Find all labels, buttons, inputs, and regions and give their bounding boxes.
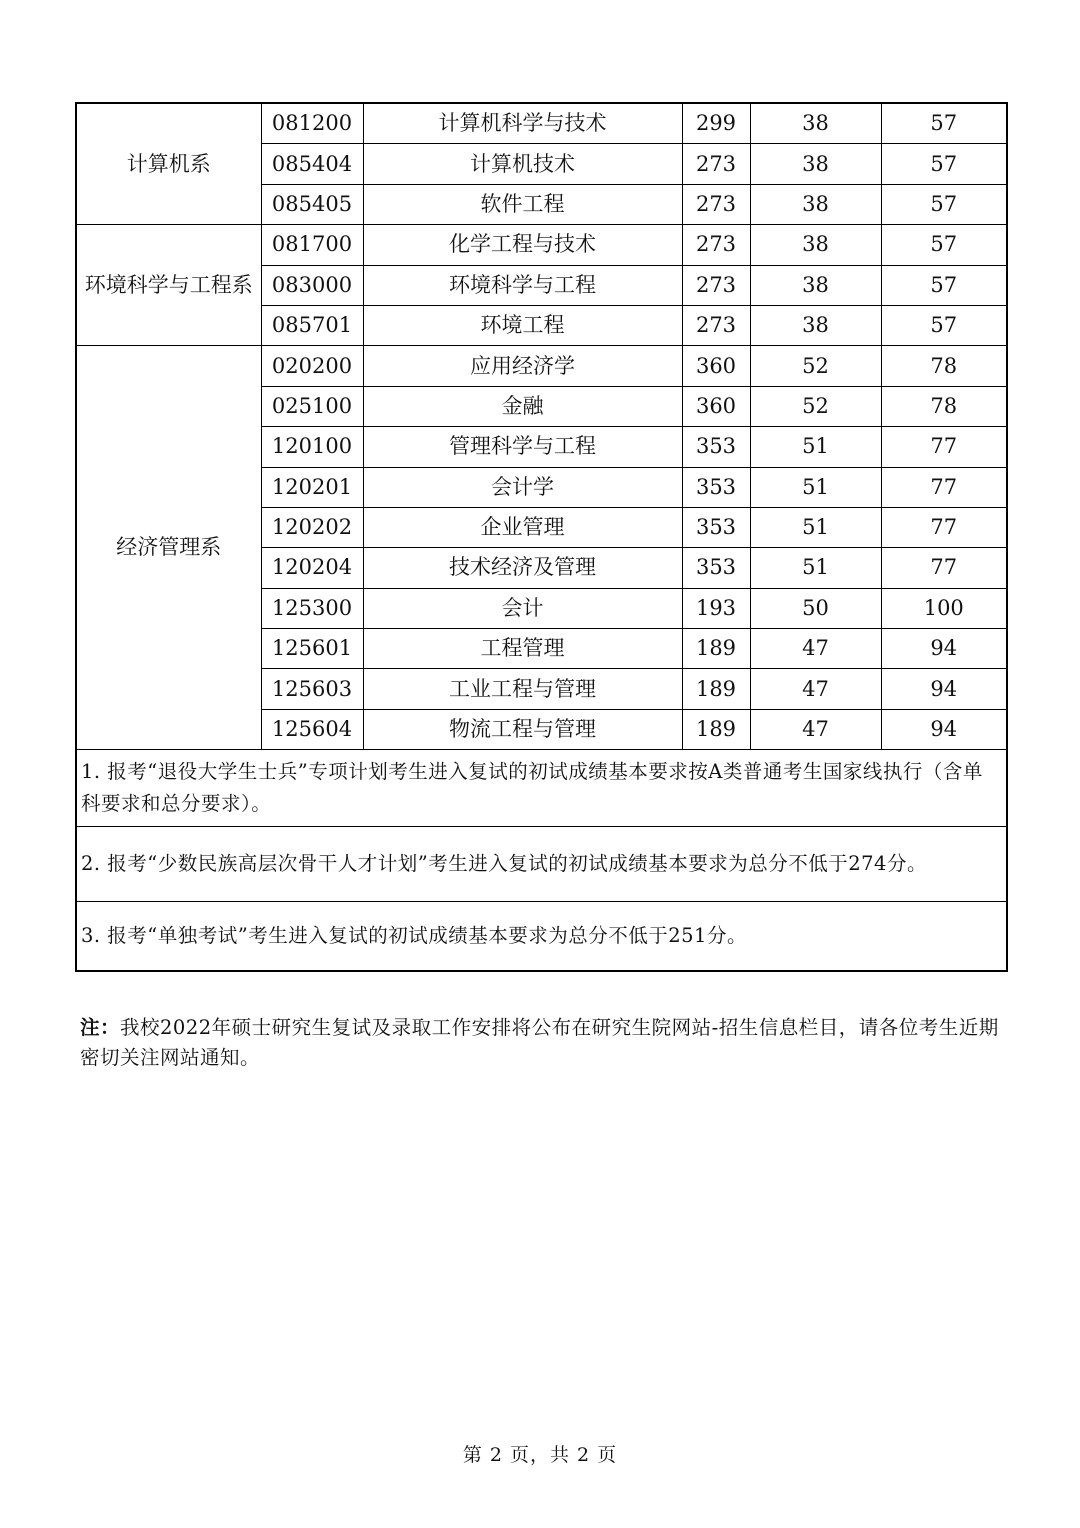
note-row <box>76 827 1007 902</box>
major-name: 工业工程与管理 <box>363 669 682 709</box>
single-subject-over-100: 57 <box>881 225 1007 265</box>
single-subject-100: 51 <box>750 427 881 467</box>
single-subject-100: 52 <box>750 346 881 386</box>
single-subject-100: 38 <box>750 184 881 224</box>
table-row <box>76 103 1007 144</box>
major-name: 环境工程 <box>363 305 682 345</box>
single-subject-over-100: 94 <box>881 669 1007 709</box>
major-name: 计算机科学与技术 <box>363 103 682 144</box>
major-name: 工程管理 <box>363 629 682 669</box>
total-score: 189 <box>682 629 750 669</box>
major-name: 会计 <box>363 588 682 628</box>
major-code: 085701 <box>261 305 363 345</box>
single-subject-over-100: 100 <box>881 588 1007 628</box>
page-number: 第 2 页，共 2 页 <box>462 1444 618 1466</box>
single-subject-100: 47 <box>750 709 881 749</box>
note-row <box>76 902 1007 972</box>
department-name: 计算机系 <box>76 103 261 225</box>
single-subject-100: 47 <box>750 629 881 669</box>
note-2: 2. 报考“少数民族高层次骨干人才计划”考生进入复试的初试成绩基本要求为总分不低于274分。 <box>76 827 1007 902</box>
major-name: 环境科学与工程 <box>363 265 682 305</box>
total-score: 189 <box>682 669 750 709</box>
note-1: 1. 报考“退役大学生士兵”专项计划考生进入复试的初试成绩基本要求按A类普通考生国家线执行（含单科要求和总分要求）。 <box>76 750 1007 827</box>
department-name: 经济管理系 <box>76 346 261 750</box>
total-score: 193 <box>682 588 750 628</box>
single-subject-over-100: 57 <box>881 184 1007 224</box>
footnote-label: 注： <box>80 1016 121 1039</box>
single-subject-100: 38 <box>750 144 881 184</box>
total-score: 273 <box>682 184 750 224</box>
major-code: 120100 <box>261 427 363 467</box>
single-subject-over-100: 78 <box>881 346 1007 386</box>
footnote-text: 我校2022年硕士研究生复试及录取工作安排将公布在研究生院网站-招生信息栏目，请各位考生近期密切关注网站通知。 <box>80 1016 999 1069</box>
total-score: 299 <box>682 103 750 144</box>
major-code: 081200 <box>261 103 363 144</box>
total-score: 353 <box>682 548 750 588</box>
major-name: 软件工程 <box>363 184 682 224</box>
major-name: 会计学 <box>363 467 682 507</box>
single-subject-over-100: 77 <box>881 507 1007 547</box>
single-subject-100: 47 <box>750 669 881 709</box>
total-score: 353 <box>682 427 750 467</box>
single-subject-100: 50 <box>750 588 881 628</box>
note-row <box>76 750 1007 827</box>
table-row <box>76 225 1007 265</box>
major-code: 081700 <box>261 225 363 265</box>
single-subject-100: 38 <box>750 225 881 265</box>
major-code: 125603 <box>261 669 363 709</box>
single-subject-over-100: 94 <box>881 709 1007 749</box>
major-code: 085404 <box>261 144 363 184</box>
single-subject-over-100: 78 <box>881 386 1007 426</box>
single-subject-over-100: 77 <box>881 467 1007 507</box>
major-name: 管理科学与工程 <box>363 427 682 467</box>
score-table <box>75 102 1008 972</box>
single-subject-over-100: 77 <box>881 427 1007 467</box>
total-score: 273 <box>682 144 750 184</box>
single-subject-over-100: 57 <box>881 265 1007 305</box>
single-subject-over-100: 57 <box>881 103 1007 144</box>
single-subject-100: 38 <box>750 305 881 345</box>
single-subject-over-100: 94 <box>881 629 1007 669</box>
major-name: 应用经济学 <box>363 346 682 386</box>
major-code: 025100 <box>261 386 363 426</box>
single-subject-100: 51 <box>750 507 881 547</box>
single-subject-100: 38 <box>750 265 881 305</box>
total-score: 360 <box>682 346 750 386</box>
total-score: 360 <box>682 386 750 426</box>
single-subject-over-100: 77 <box>881 548 1007 588</box>
major-code: 120202 <box>261 507 363 547</box>
major-code: 085405 <box>261 184 363 224</box>
major-code: 020200 <box>261 346 363 386</box>
major-code: 125300 <box>261 588 363 628</box>
major-name: 化学工程与技术 <box>363 225 682 265</box>
footnote <box>80 1013 1010 1073</box>
major-name: 企业管理 <box>363 507 682 547</box>
single-subject-100: 38 <box>750 103 881 144</box>
major-name: 金融 <box>363 386 682 426</box>
single-subject-over-100: 57 <box>881 305 1007 345</box>
department-name: 环境科学与工程系 <box>76 225 261 346</box>
single-subject-100: 52 <box>750 386 881 426</box>
single-subject-over-100: 57 <box>881 144 1007 184</box>
total-score: 353 <box>682 507 750 547</box>
note-3: 3. 报考“单独考试”考生进入复试的初试成绩基本要求为总分不低于251分。 <box>76 902 1007 972</box>
major-name: 物流工程与管理 <box>363 709 682 749</box>
total-score: 273 <box>682 225 750 265</box>
single-subject-100: 51 <box>750 467 881 507</box>
single-subject-100: 51 <box>750 548 881 588</box>
major-code: 120204 <box>261 548 363 588</box>
major-code: 125604 <box>261 709 363 749</box>
major-name: 计算机技术 <box>363 144 682 184</box>
major-code: 125601 <box>261 629 363 669</box>
total-score: 189 <box>682 709 750 749</box>
total-score: 273 <box>682 265 750 305</box>
total-score: 273 <box>682 305 750 345</box>
major-code: 083000 <box>261 265 363 305</box>
table-row <box>76 346 1007 386</box>
major-code: 120201 <box>261 467 363 507</box>
major-name: 技术经济及管理 <box>363 548 682 588</box>
total-score: 353 <box>682 467 750 507</box>
